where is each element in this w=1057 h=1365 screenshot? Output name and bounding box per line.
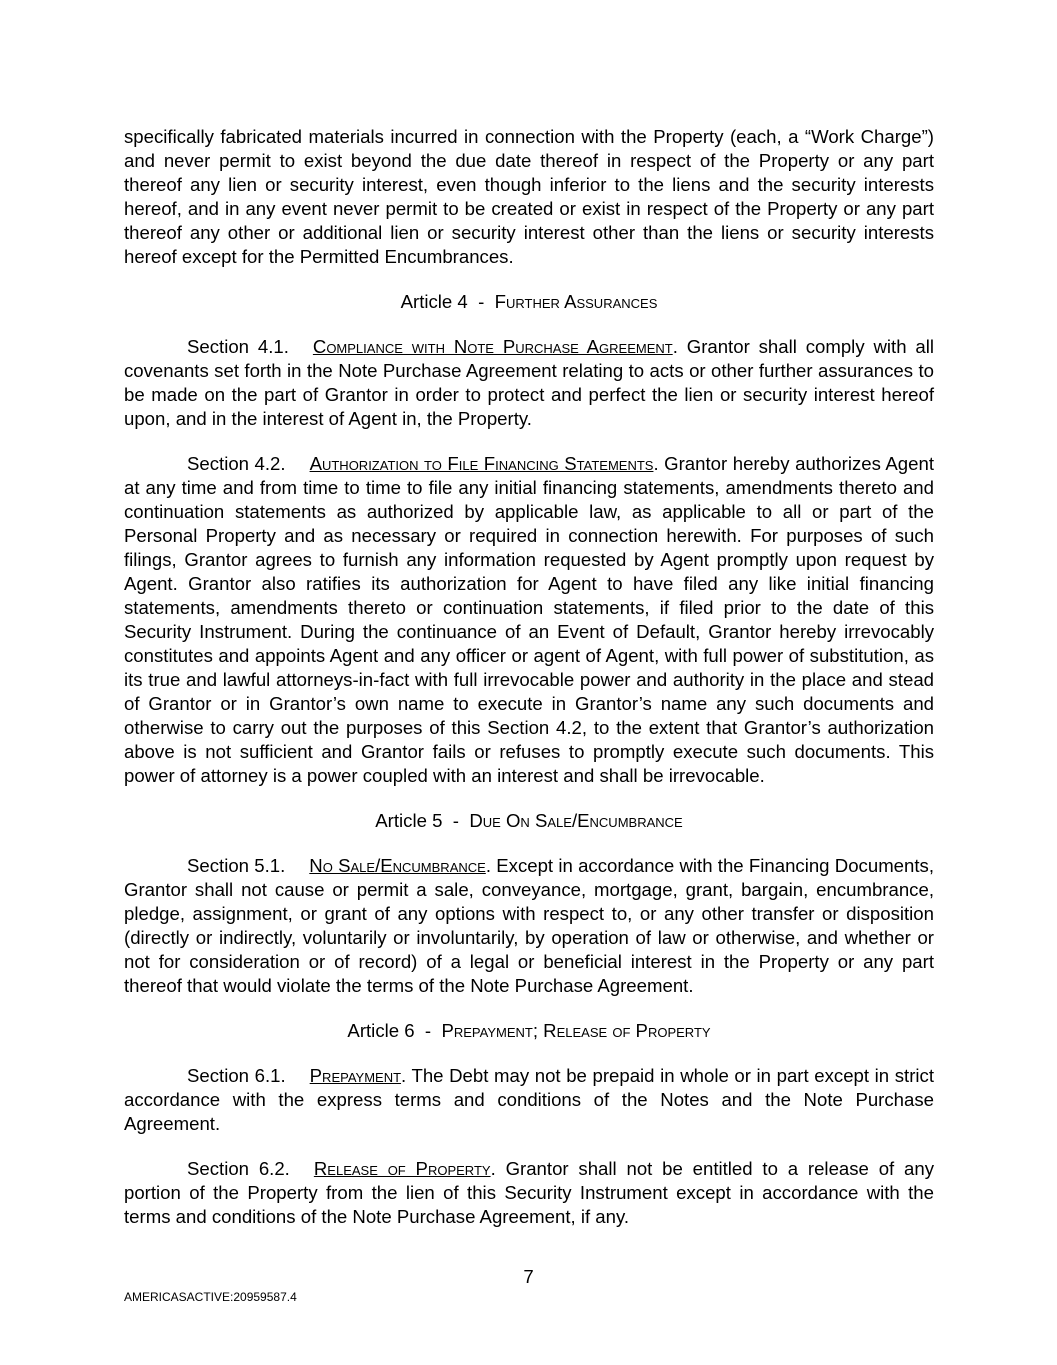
- section-4-2: [124, 452, 934, 788]
- section-6-1-title: Prepayment: [309, 1065, 402, 1086]
- continuation-paragraph: specifically fabricated materials incurred in connection with the Property (each, a “Work Charge”) and never permit to exist beyond the due date thereof in respect of the Property or any part thereof any lien or security interest, even though inferior to the liens and the security interests hereof, and in any event never permit to be created or exist in respect of the Property or any part thereof any other or additional lien or security interest other than the liens or security interests hereof except for the Permitted Encumbrances.: [124, 126, 934, 267]
- section-6-1: [124, 1064, 934, 1136]
- article-5-title: Due On Sale/Encumbrance: [469, 810, 683, 831]
- article-6-title: Prepayment; Release of Property: [441, 1020, 711, 1041]
- document-body: [124, 125, 934, 1229]
- section-4-1-number: Section 4.1.: [187, 336, 289, 357]
- section-6-2-number: Section 6.2.: [187, 1158, 290, 1179]
- article-5-label: Article 5 -: [375, 810, 470, 831]
- section-6-2: [124, 1157, 934, 1229]
- section-5-1-title: No Sale/Encumbrance: [309, 855, 486, 876]
- article-4-title: Further Assurances: [494, 291, 658, 312]
- article-6-heading: [124, 1019, 934, 1043]
- section-4-1-title: Compliance with Note Purchase Agreement: [312, 336, 673, 357]
- page-number: 7: [523, 1266, 534, 1287]
- section-4-1-text: . Grantor shall comply with all covenants set forth in the Note Purchase Agreement relating to acts or other further assurances to be made on the part of Grantor in order to protect and perfect the lien or security interest hereof upon, and in the interest of Agent in, the Property.: [124, 336, 934, 429]
- section-6-1-text: . The Debt may not be prepaid in whole or in part except in strict accordance with the express terms and conditions of the Notes and the Note Purchase Agreement.: [124, 1065, 934, 1134]
- section-5-1-text: . Except in accordance with the Financing Documents, Grantor shall not cause or permit a sale, conveyance, mortgage, grant, bargain, encumbrance, pledge, assignment, or grant of any options with respect to, or any other transfer or disposition (directly or indirectly, voluntarily or involuntarily, by operation of law or otherwise, and whether or not for consideration or of record) of a legal or beneficial interest in the Property or any part thereof that would violate the terms of the Note Purchase Agreement.: [124, 855, 934, 996]
- section-6-2-text: . Grantor shall not be entitled to a release of any portion of the Property from the lien of this Security Instrument except in accordance with the terms and conditions of the Note Purchase Agreement, if any.: [124, 1158, 935, 1227]
- section-5-1: [124, 854, 934, 998]
- section-4-2-number: Section 4.2.: [187, 453, 286, 474]
- section-6-2-title: Release of Property: [313, 1158, 491, 1179]
- document-id: AMERICASACTIVE:20959587.4: [124, 1290, 297, 1304]
- section-4-2-text: . Grantor hereby authorizes Agent at any time and from time to time to file any initial financing statements, amendments thereto and continuation statements as authorized by applicable law, as applicable to all or part of the Personal Property and as necessary or required in connection herewith. For purposes of such filings, Grantor agrees to furnish any information requested by Agent promptly upon request by Agent. Grantor also ratifies its authorization for Agent to have filed any like initial financing statements, amendments thereto or continuation statements, if filed prior to the date of this Security Instrument. During the continuance of an Event of Default, Grantor hereby irrevocably constitutes and appoints Agent and any officer or agent of Agent, with full power of substitution, as its true and lawful attorneys-in-fact with full irrevocable power and authority in the place and stead of Grantor or in Grantor’s own name to execute in Grantor’s name any such documents and otherwise to carry out the purposes of this Section 4.2, to the extent that Grantor’s authorization above is not sufficient and Grantor fails or refuses to promptly execute such documents. This power of attorney is a power coupled with an interest and shall be irrevocable.: [124, 453, 934, 786]
- section-4-1: [124, 335, 934, 431]
- section-5-1-number: Section 5.1.: [187, 855, 286, 876]
- article-4-heading: [124, 290, 934, 314]
- section-4-2-title: Authorization to File Financing Statements: [309, 453, 654, 474]
- article-4-label: Article 4 -: [400, 291, 495, 312]
- article-6-label: Article 6 -: [347, 1020, 442, 1041]
- section-6-1-number: Section 6.1.: [187, 1065, 286, 1086]
- article-5-heading: [124, 809, 934, 833]
